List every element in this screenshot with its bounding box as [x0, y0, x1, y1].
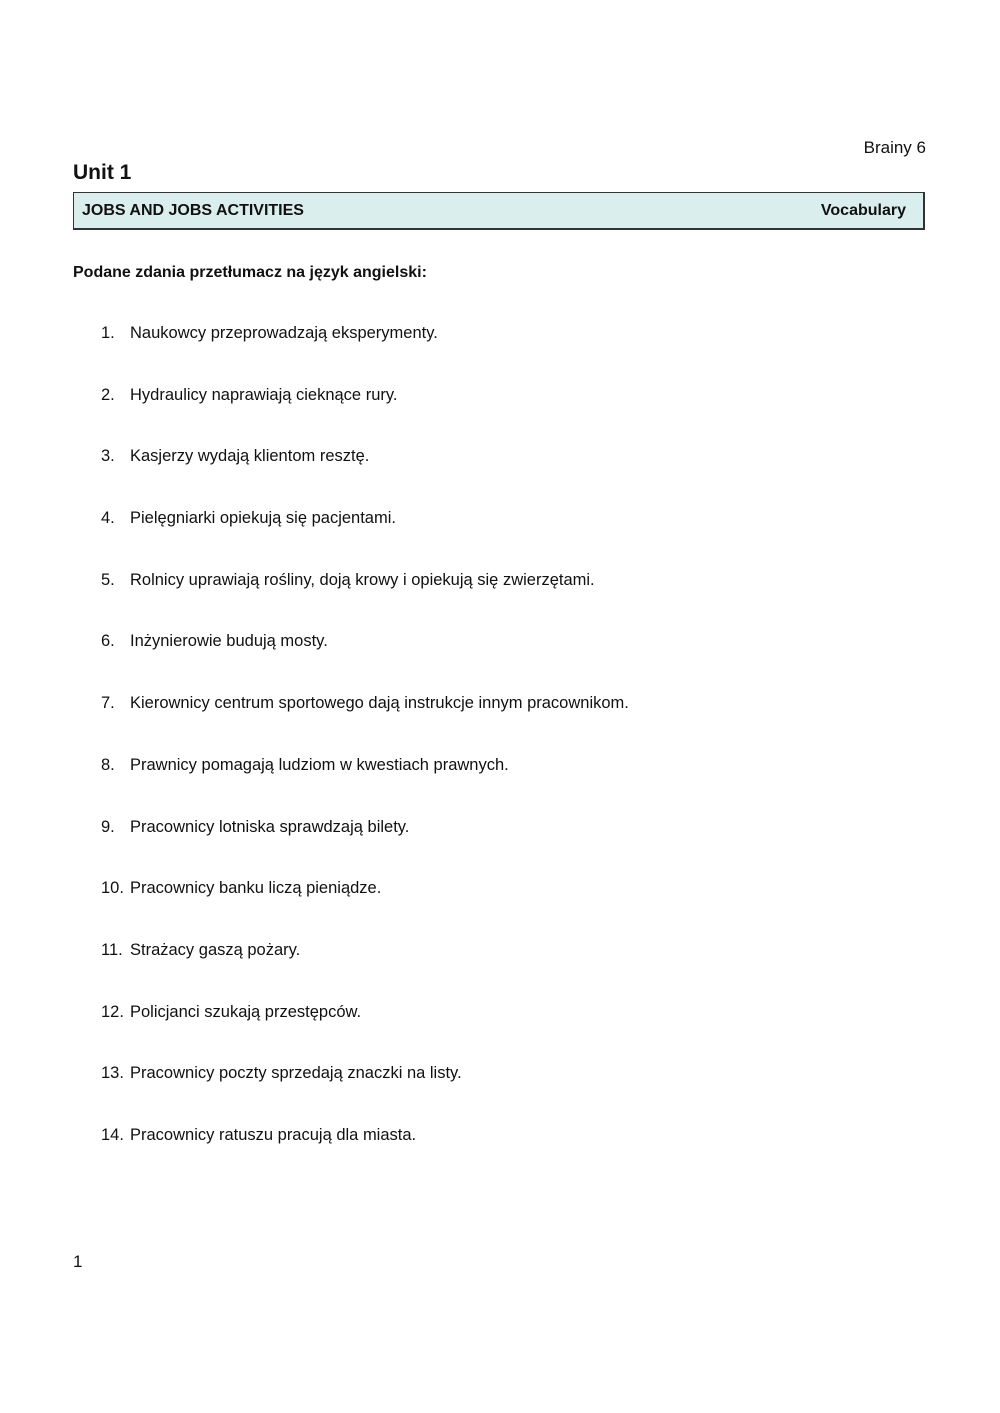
list-item [101, 1064, 629, 1126]
item-number: 13. [101, 1064, 124, 1083]
item-number: 9. [101, 817, 115, 836]
item-text: Kierownicy centrum sportowego dają instrukcje innym pracownikom. [130, 694, 629, 713]
instruction-text: Podane zdania przetłumacz na język angielski: [73, 264, 427, 281]
list-item [101, 941, 629, 1003]
topic-banner [73, 192, 925, 230]
list-item [101, 571, 629, 633]
item-number: 6. [101, 632, 115, 651]
list-item [101, 879, 629, 941]
unit-heading: Unit 1 [73, 161, 132, 184]
item-number: 1. [101, 324, 115, 342]
item-text: Pracownicy lotniska sprawdzają bilety. [130, 817, 410, 836]
item-text: Pracownicy poczty sprzedają znaczki na listy. [130, 1064, 462, 1083]
list-item [101, 386, 629, 448]
item-text: Strażacy gaszą pożary. [130, 940, 301, 959]
item-number: 7. [101, 694, 115, 713]
item-number: 8. [101, 755, 115, 774]
list-item [101, 324, 629, 386]
item-text: Pielęgniarki opiekują się pacjentami. [130, 509, 396, 528]
book-title: Brainy 6 [863, 138, 926, 157]
list-item [101, 632, 629, 694]
item-number: 2. [101, 385, 115, 404]
list-item [101, 1003, 629, 1065]
list-item [101, 447, 629, 509]
item-number: 5. [101, 570, 115, 589]
item-text: Rolnicy uprawiają rośliny, doją krowy i opiekują się zwierzętami. [130, 570, 595, 589]
sentence-list [101, 324, 629, 1188]
list-item [101, 818, 629, 880]
item-number: 4. [101, 509, 115, 528]
page-number: 1 [73, 1252, 83, 1271]
topic-title: JOBS AND JOBS ACTIVITIES [82, 201, 304, 219]
list-item [101, 509, 629, 571]
item-text: Hydraulicy naprawiają cieknące rury. [130, 385, 398, 404]
item-number: 11. [101, 940, 123, 959]
item-text: Inżynierowie budują mosty. [130, 632, 328, 651]
item-number: 12. [101, 1002, 124, 1021]
list-item [101, 694, 629, 756]
list-item [101, 756, 629, 818]
item-text: Pracownicy banku liczą pieniądze. [130, 879, 382, 898]
item-text: Kasjerzy wydają klientom resztę. [130, 447, 370, 466]
item-number: 10. [101, 879, 124, 898]
item-text: Policjanci szukają przestępców. [130, 1002, 362, 1021]
item-number: 14. [101, 1125, 124, 1144]
list-item [101, 1126, 629, 1188]
item-number: 3. [101, 447, 115, 466]
item-text: Prawnicy pomagają ludziom w kwestiach prawnych. [130, 755, 509, 774]
item-text: Pracownicy ratuszu pracują dla miasta. [130, 1125, 417, 1144]
item-text: Naukowcy przeprowadzają eksperymenty. [130, 324, 438, 342]
section-label: Vocabulary [820, 201, 906, 219]
